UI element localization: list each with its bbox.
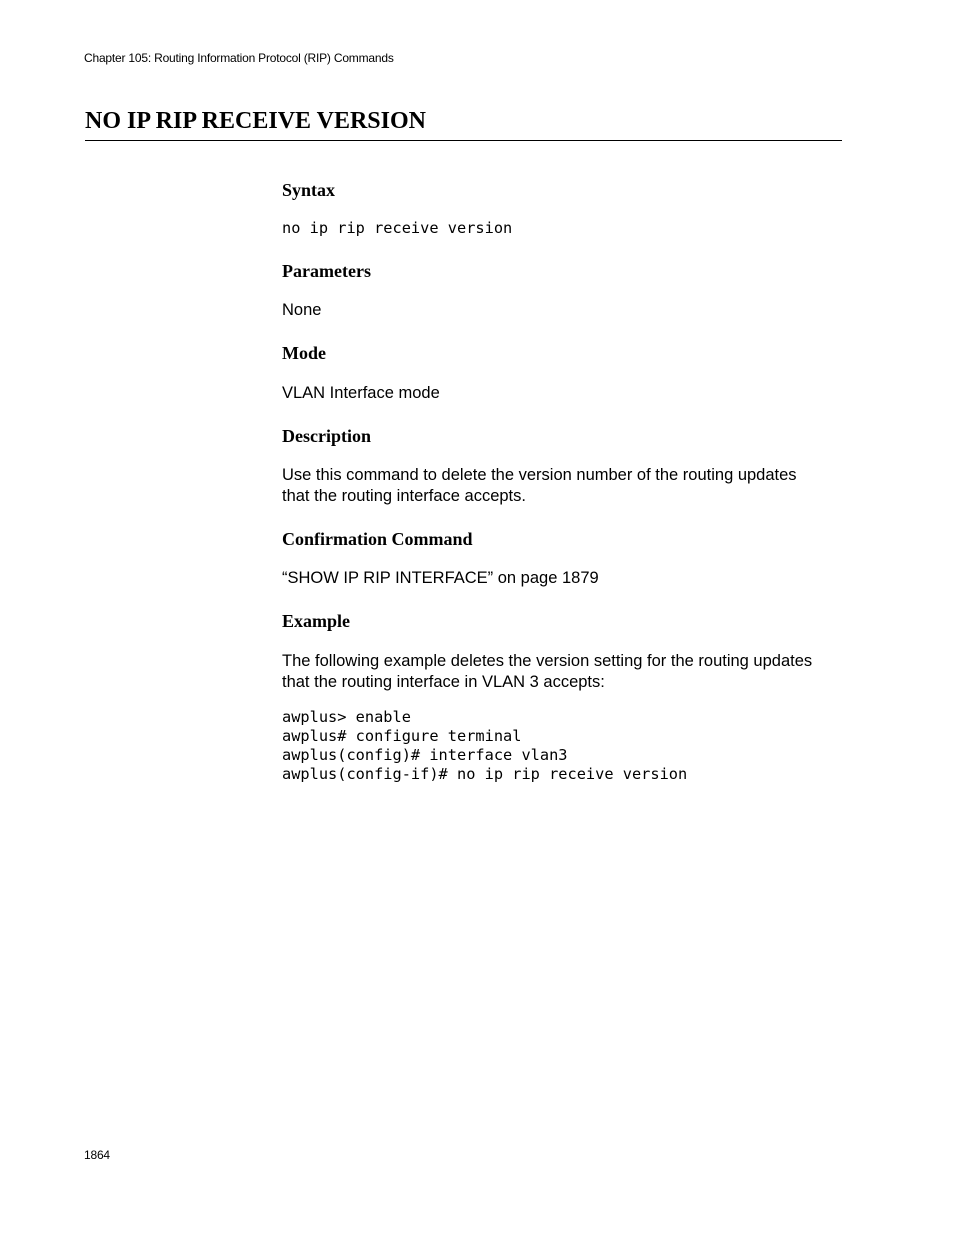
- confirmation-link[interactable]: “SHOW IP RIP INTERFACE” on page 1879: [282, 569, 599, 587]
- example-text-line-1: The following example deletes the version setting for the routing updates: [282, 652, 813, 670]
- description-heading: Description: [282, 426, 371, 446]
- description-text-line-1: Use this command to delete the version number of the routing updates: [282, 466, 797, 484]
- example-code-line: awplus(config-if)# no ip rip receive version: [282, 765, 688, 783]
- page-number: 1864: [84, 1148, 110, 1162]
- syntax-code: no ip rip receive version: [282, 219, 513, 237]
- mode-heading: Mode: [282, 343, 326, 363]
- example-heading: Example: [282, 611, 351, 631]
- parameters-heading: Parameters: [282, 261, 371, 281]
- page-title: NO IP RIP RECEIVE VERSION: [85, 108, 426, 134]
- mode-text: VLAN Interface mode: [282, 384, 440, 402]
- example-code-line: awplus# configure terminal: [282, 727, 522, 745]
- parameters-text: None: [282, 301, 322, 319]
- title-rule: [85, 140, 842, 141]
- syntax-heading: Syntax: [282, 180, 336, 200]
- running-header: Chapter 105: Routing Information Protocol (RIP) Commands: [84, 51, 394, 65]
- example-text-line-2: that the routing interface in VLAN 3 accepts:: [282, 673, 605, 691]
- example-code-line: awplus> enable: [282, 708, 411, 726]
- description-text-line-2: that the routing interface accepts.: [282, 487, 526, 505]
- example-code-line: awplus(config)# interface vlan3: [282, 746, 568, 764]
- confirmation-heading: Confirmation Command: [282, 529, 473, 549]
